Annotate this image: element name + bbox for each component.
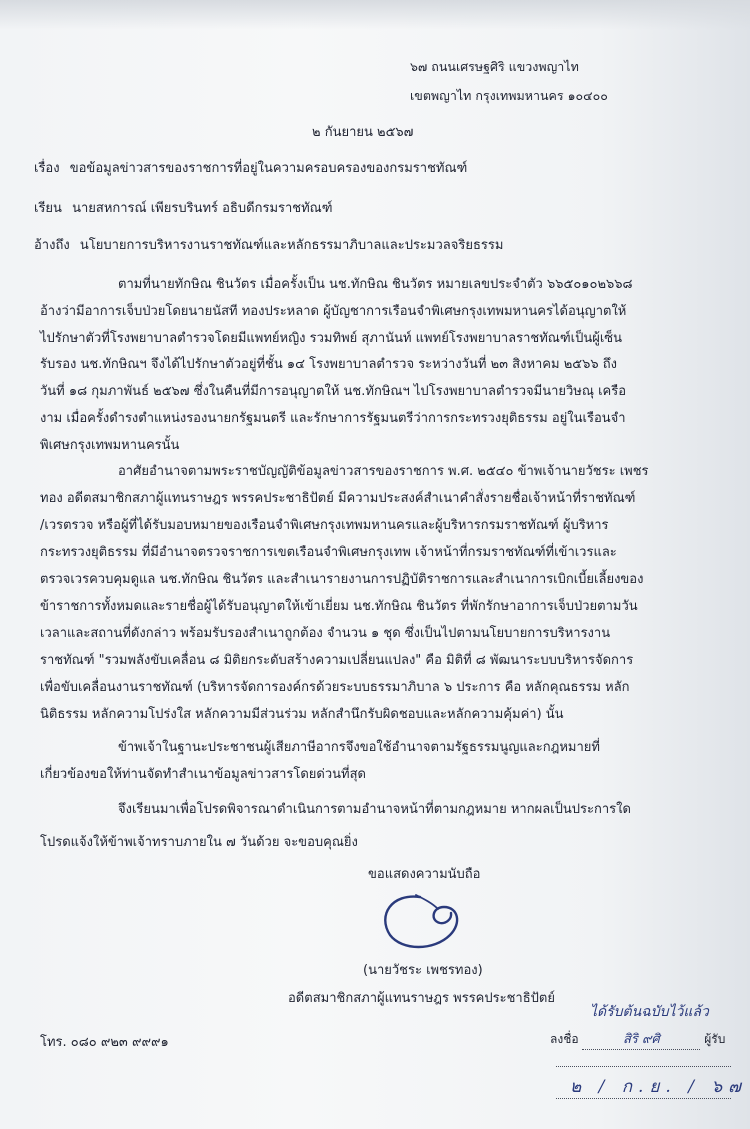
receipt-sign-label: ลงชื่อ — [550, 1032, 579, 1046]
paper-shadow — [0, 0, 750, 30]
receipt-sign-name: สิริ ๙ศิ — [582, 1031, 700, 1050]
receipt-date-line — [556, 1098, 731, 1099]
reference-line — [34, 237, 503, 255]
recipient-text: นายสหการณ์ เพียรบรินทร์ อธิบดีกรมราชทัณฑ์ — [72, 201, 333, 216]
para2-line10: นิติธรรม หลักความโปร่งใส หลักความมีส่วนร่วม หลักสำนึกรับผิดชอบและหลักความคุ้มค่า) นั้น — [40, 707, 564, 722]
receipt-note: ได้รับต้นฉบับไว้แล้ว — [590, 1004, 709, 1020]
phone-number: โทร. ๐๘๐ ๙๒๓ ๙๙๙๑ — [40, 1035, 169, 1050]
para2-line5: ตรวจเวรควบคุมดูแล นช.ทักษิณ ชินวัตร และสำเนารายงานการปฏิบัติราชการและสำเนาการเบิกเบี้ยเลี้ยงของ — [40, 572, 644, 587]
para1-line4: รับรอง นช.ทักษิณฯ จึงได้ไปรักษาตัวอยู่ที่ชั้น ๑๔ โรงพยาบาลตำรวจ ระหว่างวันที่ ๒๓ สิงหาคม ๒๕๖๖ ถึง — [40, 357, 617, 372]
para4-line1: จึงเรียนมาเพื่อโปรดพิจารณาดำเนินการตามอำนาจหน้าที่ตามกฎหมาย หากผลเป็นประการใด — [118, 802, 631, 817]
para1-line6: งาม เมื่อครั้งดำรงตำแหน่งรองนายกรัฐมนตรี และรักษาการรัฐมนตรีว่าการกระทรวงยุติธรรม อยู่ในเรือนจำ — [40, 411, 626, 426]
signer-position: อดีตสมาชิกสภาผู้แทนราษฎร พรรคประชาธิปัตย์ — [288, 991, 555, 1006]
handwritten-signature — [372, 885, 482, 955]
para1-line2: อ้างว่ามีอาการเจ็บป่วยโดยนายนัสที ทองประหลาด ผู้บัญชาการเรือนจำพิเศษกรุงเทพมหานครได้อนุญาตให้ — [40, 304, 627, 319]
receipt-sign-row — [550, 1030, 725, 1050]
para3-line1: ข้าพเจ้าในฐานะประชาชนผู้เสียภาษีอากรจึงขอใช้อำนาจตามรัฐธรรมนูญและกฎหมายที่ — [118, 740, 600, 755]
para2-line9: เพื่อขับเคลื่อนงานราชทัณฑ์ (บริหารจัดการองค์กรด้วยระบบธรรมาภิบาล ๖ ประการ คือ หลักคุณธรรม หลัก — [40, 680, 630, 695]
para1-line5: วันที่ ๑๘ กุมภาพันธ์ ๒๕๖๗ ซึ่งในคืนที่มีการอนุญาตให้ นช.ทักษิณฯ ไปโรงพยาบาลตำรวจมีนายวิษณุ เครือ — [40, 384, 627, 399]
para2-line3: /เวรตรวจ หรือผู้ที่ได้รับมอบหมายของเรือนจำพิเศษกรุงเทพมหานครและผู้บริหารกรมราชทัณฑ์ ผู้บริหาร — [40, 518, 609, 533]
letter-date: ๒ กันยายน ๒๕๖๗ — [312, 125, 414, 140]
para2-line8: ราชทัณฑ์ "รวมพลังขับเคลื่อน ๘ มิติยกระดับสร้างความเปลี่ยนแปลง" คือ มิติที่ ๘ พัฒนาระบบบริหารจัดการ — [40, 653, 634, 668]
para2-line2: ทอง อดีตสมาชิกสภาผู้แทนราษฎร พรรคประชาธิปัตย์ มีความประสงค์สำเนาคำสั่งรายชื่อเจ้าหน้าที่ราชทัณฑ์ — [40, 491, 636, 506]
subject-label: เรื่อง — [34, 161, 60, 176]
closing-regards: ขอแสดงความนับถือ — [368, 867, 481, 882]
sender-address-line2: เขตพญาไท กรุงเทพมหานคร ๑๐๔๐๐ — [410, 88, 608, 103]
sender-address-line1: ๖๗ ถนนเศรษฐศิริ แขวงพญาไท — [410, 59, 579, 74]
para1-line1: ตามที่นายทักษิณ ชินวัตร เมื่อครั้งเป็น นช.ทักษิณ ชินวัตร หมายเลขประจำตัว ๖๖๕๐๑๐๒๖๖๘ — [118, 277, 633, 292]
para2-line7: เวลาและสถานที่ดังกล่าว พร้อมรับรองสำเนาถูกต้อง จำนวน ๑ ชุด ซึ่งเป็นไปตามนโยบายการบริหารงาน — [40, 626, 611, 641]
subject-text: ขอข้อมูลข่าวสารของราชการที่อยู่ในความครอบครองของกรมราชทัณฑ์ — [69, 161, 468, 176]
reference-label: อ้างถึง — [34, 238, 70, 253]
receipt-divider — [556, 1066, 731, 1067]
para4-line2: โปรดแจ้งให้ข้าพเจ้าทราบภายใน ๗ วันด้วย จะขอบคุณยิ่ง — [40, 835, 358, 850]
subject-line — [34, 160, 467, 178]
receipt-date: ๒ / ก.ย. / ๖๗ — [570, 1077, 747, 1097]
signer-name: (นายวัชระ เพชรทอง) — [363, 963, 483, 978]
recipient-label: เรียน — [34, 201, 62, 216]
para2-line6: ข้าราชการทั้งหมดและรายชื่อผู้ได้รับอนุญาตให้เข้าเยี่ยม นช.ทักษิณ ชินวัตร ที่พักรักษาอาการเจ็บป่วยตามวัน — [40, 599, 638, 614]
para2-line4: กระทรวงยุติธรรม ที่มีอำนาจตรวจราชการเขตเรือนจำพิเศษกรุงเทพ เจ้าหน้าที่กรมราชทัณฑ์ที่เข้าเวรและ — [40, 545, 617, 560]
para3-line2: เกี่ยวข้องขอให้ท่านจัดทำสำเนาข้อมูลข่าวสารโดยด่วนที่สุด — [40, 767, 366, 782]
reference-text: นโยบายการบริหารงานราชทัณฑ์และหลักธรรมาภิบาลและประมวลจริยธรรม — [79, 238, 504, 253]
receipt-receiver-label: ผู้รับ — [704, 1032, 726, 1046]
recipient-line — [34, 200, 333, 218]
para1-line3: ไปรักษาตัวที่โรงพยาบาลตำรวจโดยมีแพทย์หญิง รวมทิพย์ สุภานันท์ แพทย์โรงพยาบาลราชทัณฑ์เป็นผู้เซ็น — [40, 331, 623, 346]
para2-line1: อาศัยอำนาจตามพระราชบัญญัติข้อมูลข่าวสารของราชการ พ.ศ. ๒๕๔๐ ข้าพเจ้านายวัชระ เพชร — [118, 464, 649, 479]
para1-line7: พิเศษกรุงเทพมหานครนั้น — [40, 438, 180, 453]
